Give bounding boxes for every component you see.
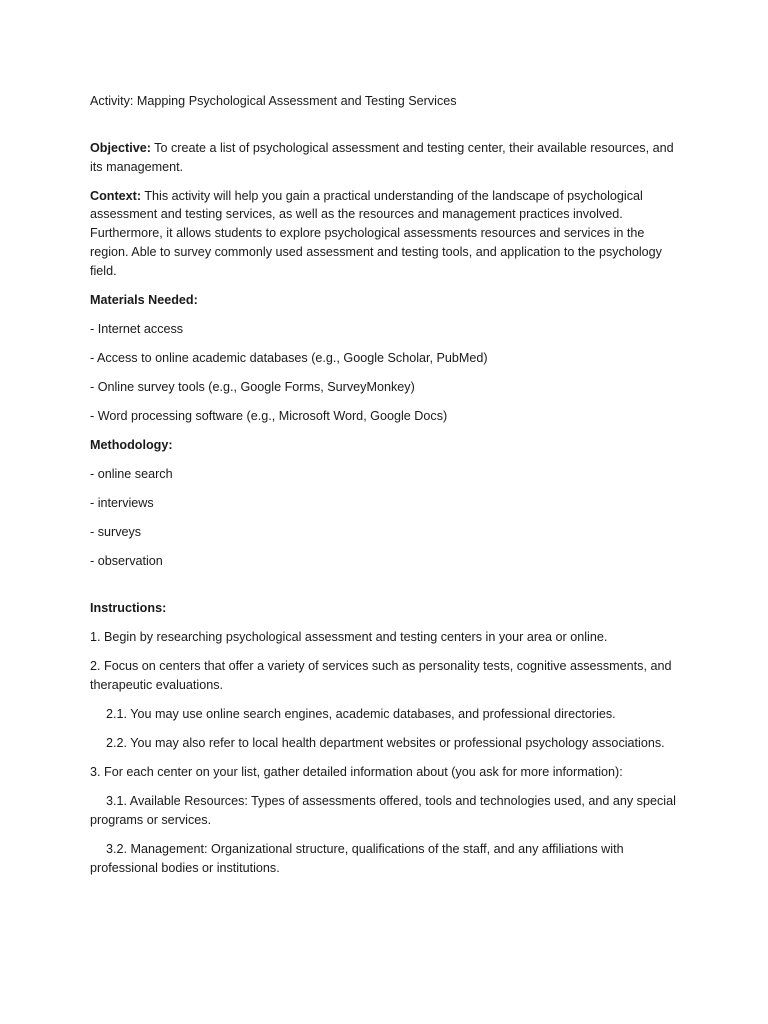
methodology-item: - online search	[90, 466, 173, 481]
context-label: Context:	[90, 188, 142, 203]
instruction-substep	[90, 792, 680, 830]
materials-item: - Online survey tools (e.g., Google Forms, SurveyMonkey)	[90, 379, 415, 394]
instruction-step: 1. Begin by researching psychological assessment and testing centers in your area or online.	[90, 630, 608, 645]
instructions-heading: Instructions:	[90, 601, 167, 616]
methodology-item: - surveys	[90, 524, 142, 539]
objective-label: Objective:	[90, 140, 151, 155]
methodology-item: - observation	[90, 553, 163, 568]
objective-text: To create a list of psychological assessment and testing center, their available resources, and its management.	[90, 140, 674, 174]
document-title: Activity: Mapping Psychological Assessment and Testing Services	[90, 94, 457, 108]
instruction-substep: 2.1. You may use online search engines, academic databases, and professional directories.	[106, 707, 616, 722]
instruction-step: 3. For each center on your list, gather detailed information about (you ask for more information):	[90, 765, 623, 780]
methodology-heading: Methodology:	[90, 437, 173, 452]
methodology-item: - interviews	[90, 495, 154, 510]
instruction-substep-text: 3.2. Management: Organizational structure, qualifications of the staff, and any affiliations with professional bodies or institutions.	[90, 841, 624, 875]
instruction-substep	[90, 840, 680, 878]
context-text: This activity will help you gain a practical understanding of the landscape of psychological assessment and testing services, as well as the resources and management practices involved. Furthermore, it allows students to explore psychological assessments resources and services in the region. Able to survey commonly used assessment and testing tools, and application to the psychology field.	[90, 188, 662, 278]
document-page	[90, 92, 680, 888]
instruction-substep: 2.2. You may also refer to local health department websites or professional psychology associations.	[106, 736, 665, 751]
objective-paragraph	[90, 139, 680, 177]
materials-item: - Internet access	[90, 321, 184, 336]
instruction-step: 2. Focus on centers that offer a variety of services such as personality tests, cognitive assessments, and therapeutic evaluations.	[90, 659, 672, 693]
materials-item: - Word processing software (e.g., Microsoft Word, Google Docs)	[90, 408, 448, 423]
materials-item: - Access to online academic databases (e.g., Google Scholar, PubMed)	[90, 350, 488, 365]
instruction-substep-text: 3.1. Available Resources: Types of assessments offered, tools and technologies used, and any special programs or services.	[90, 794, 676, 827]
materials-heading: Materials Needed:	[90, 292, 198, 307]
context-paragraph	[90, 187, 680, 281]
